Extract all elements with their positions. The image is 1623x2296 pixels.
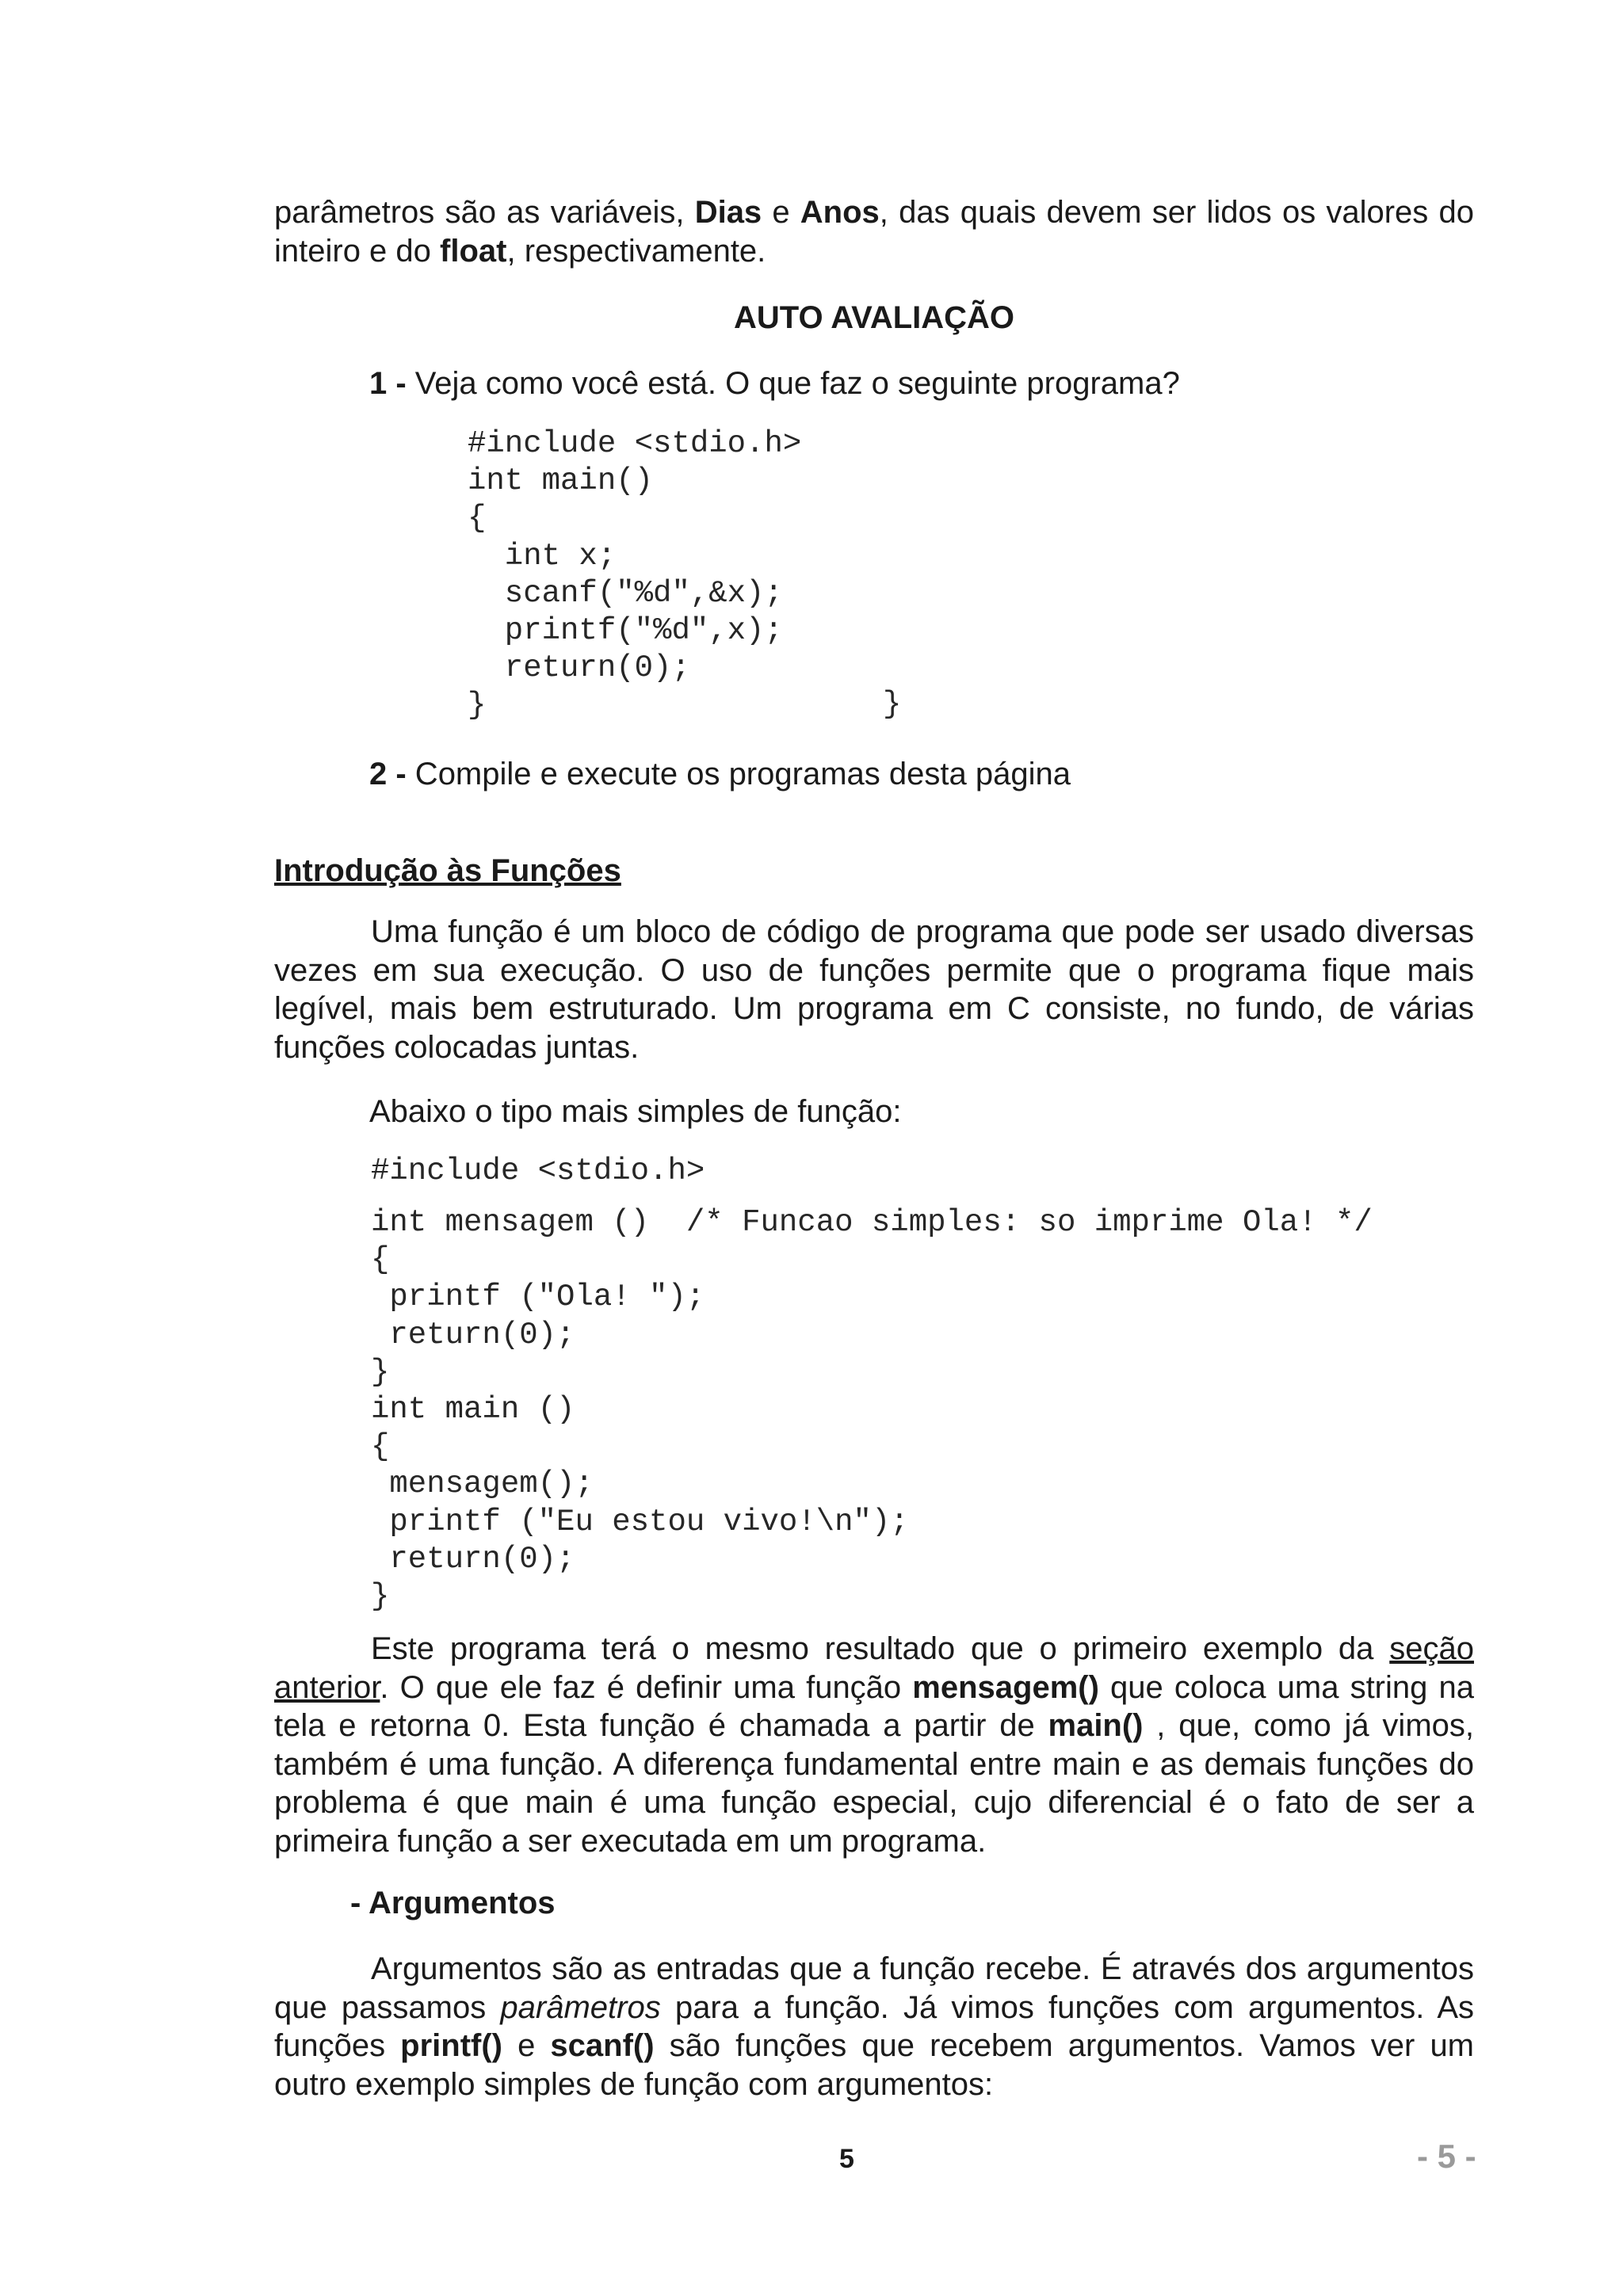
page-number-right: - 5 - xyxy=(1417,2138,1476,2175)
arguments-paragraph xyxy=(274,1950,1474,2103)
question-1-text: Veja como você está. O que faz o seguinte programa? xyxy=(406,366,1180,401)
question-2 xyxy=(369,755,1071,793)
text-run: que coloca uma string na tela e retorna 0. Esta função é chamada a partir de xyxy=(274,1669,1474,1744)
question-1 xyxy=(369,364,1180,402)
bold-mensagem: mensagem() xyxy=(912,1669,1099,1705)
functions-paragraph-1 xyxy=(274,913,1474,1066)
self-assessment-title: AUTO AVALIAÇÃO xyxy=(733,300,1015,335)
functions-paragraph-2: Abaixo o tipo mais simples de função: xyxy=(369,1094,902,1129)
text-run: Este programa terá o mesmo resultado que o primeiro exemplo da xyxy=(371,1631,1390,1666)
text-run: , respectivamente. xyxy=(506,233,766,269)
page-number: 5 xyxy=(839,2144,854,2174)
text-run: , das quais devem ser lidos os valores do inteiro e do xyxy=(274,195,1474,269)
section-title: Introdução às Funções xyxy=(274,853,621,888)
functions-paragraph-3 xyxy=(274,1630,1474,1861)
text-run: e xyxy=(502,2028,551,2064)
text-run: , que, como já vimos, também é uma função. A diferença fundamental entre main e as demais funções do problema é que main é uma função especial, cujo diferencial é o fato de ser a primeira função a ser executada em um programa. xyxy=(274,1708,1474,1859)
bold-dias: Dias xyxy=(694,195,762,230)
paragraph-text: Uma função é um bloco de código de programa que pode ser usado diversas vezes em sua execução. O uso de funções permite que o programa fique mais legível, mais bem estruturado. Um programa em C consiste, no fundo, de várias funções colocadas juntas. xyxy=(274,914,1474,1065)
text-run: e xyxy=(762,195,800,230)
section-link[interactable]: seção anterior xyxy=(274,1631,1474,1705)
code-block-2: int mensagem () /* Funcao simples: so imprime Ola! */ { printf ("Ola! "); return(0); } int main () { mensagem(); printf ("Eu estou vivo!\n"); return(0); } xyxy=(371,1205,1373,1615)
text-run: para a função. Já vimos funções com argumentos. As funções xyxy=(274,1989,1474,2064)
stray-brace: } xyxy=(883,687,902,722)
code-include: #include <stdio.h> xyxy=(371,1154,705,1188)
question-2-text: Compile e execute os programas desta página xyxy=(406,757,1071,791)
text-run: são funções que recebem argumentos. Vamos ver um outro exemplo simples de função com argumentos: xyxy=(274,2028,1475,2102)
arguments-heading: - Argumentos xyxy=(350,1886,556,1920)
bold-printf: printf() xyxy=(400,2028,502,2064)
bold-float: float xyxy=(440,233,507,269)
bold-main: main() xyxy=(1048,1708,1144,1744)
text-run: . O que ele faz é definir uma função xyxy=(380,1669,913,1705)
italic-parametros: parâmetros xyxy=(500,1989,661,2025)
intro-paragraph xyxy=(274,193,1474,270)
bold-scanf: scanf() xyxy=(550,2028,655,2064)
bold-anos: Anos xyxy=(800,195,880,230)
text-run: parâmetros são as variáveis, xyxy=(274,195,695,230)
question-2-number: 2 - xyxy=(369,757,407,791)
text-run: Argumentos são as entradas que a função recebe. É através dos argumentos que passamos xyxy=(274,1951,1474,2025)
question-1-number: 1 - xyxy=(369,366,407,401)
code-block-1: #include <stdio.h> int main() { int x; scanf("%d",&x); printf("%d",x); return(0); } xyxy=(468,426,802,723)
